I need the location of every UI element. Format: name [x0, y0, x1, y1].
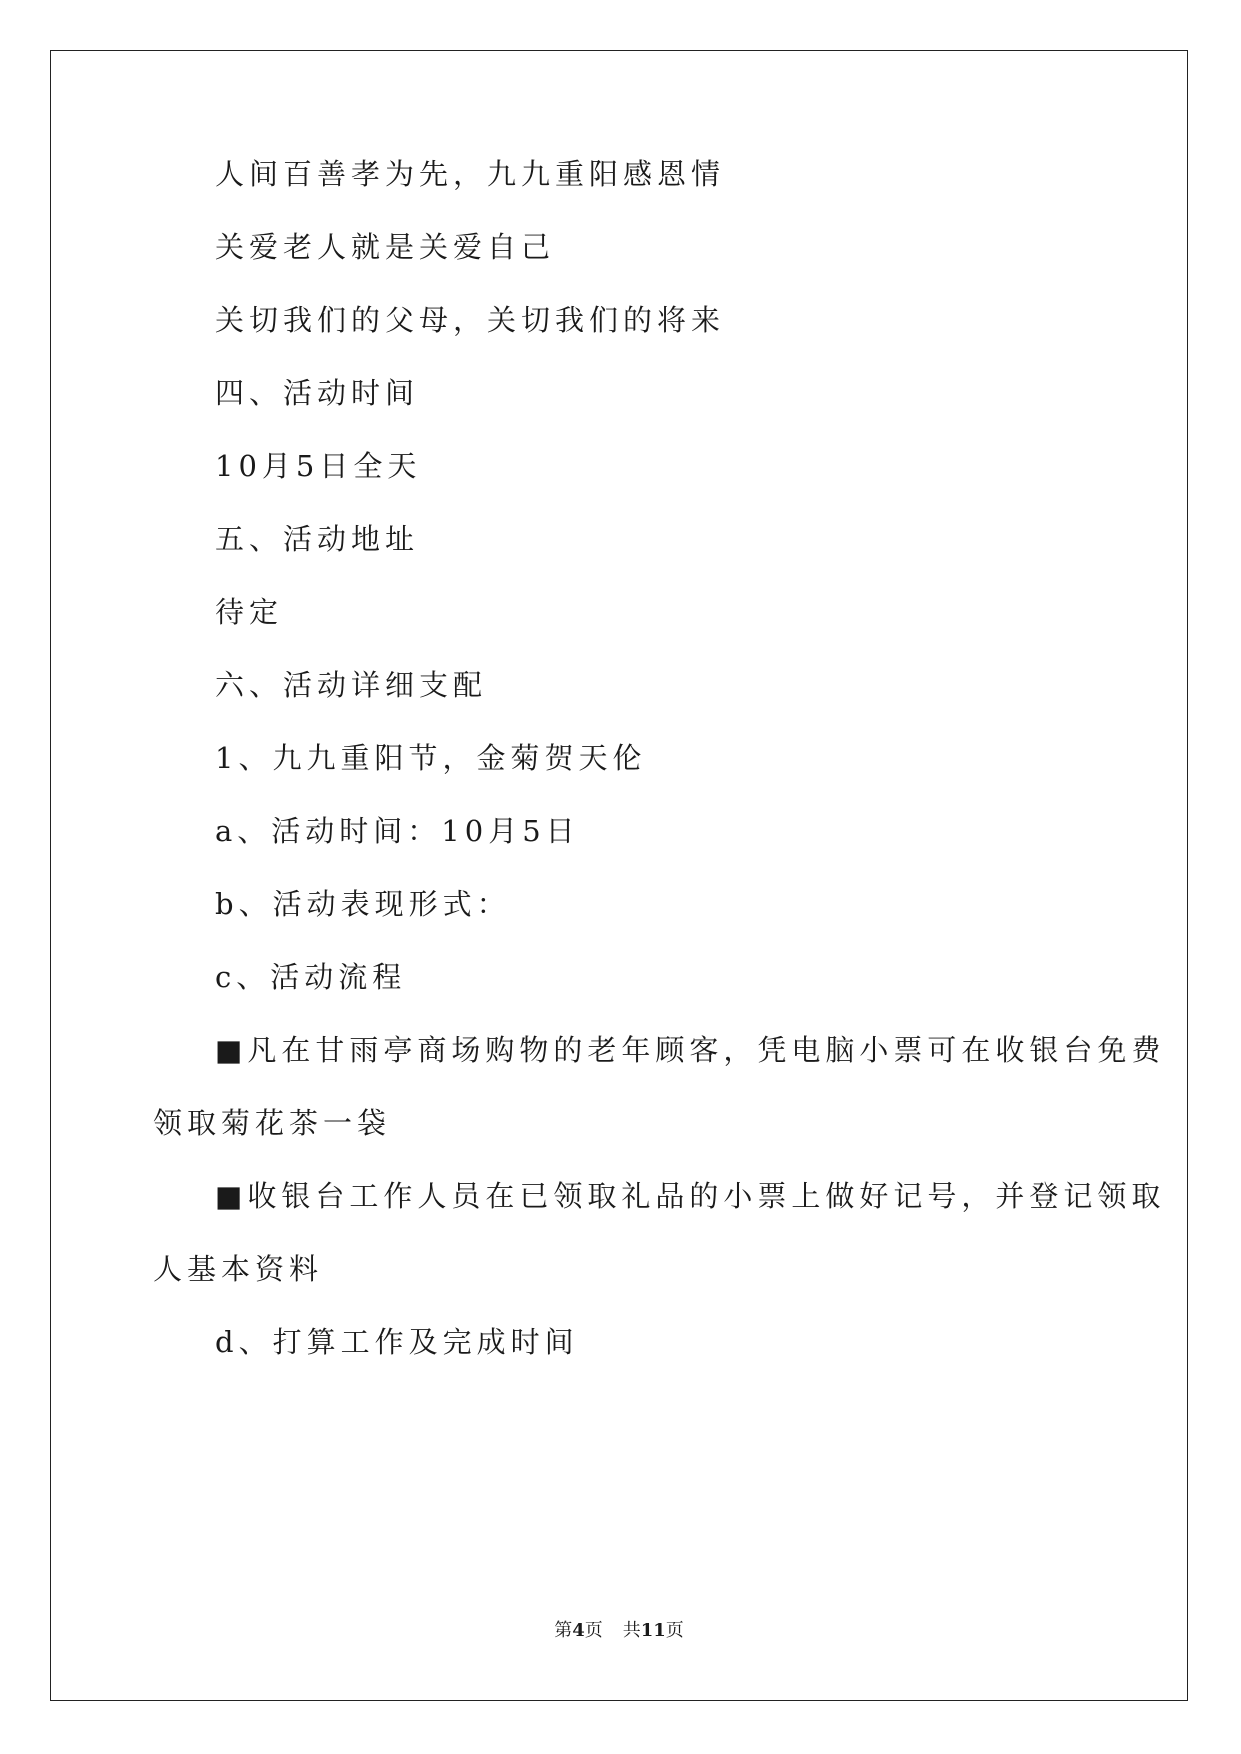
text-line: a、活动时间：10月5日	[215, 814, 580, 848]
page-suffix: 页	[584, 1620, 603, 1641]
total-prefix: 共	[622, 1620, 641, 1641]
text-line: b、活动表现形式：	[215, 887, 511, 921]
text-line: ■凡在甘雨亭商场购物的老年顾客，凭电脑小票可在收银台免费	[215, 1033, 1166, 1067]
page-footer	[51, 1619, 1187, 1643]
text-line: 关爱老人就是关爱自己	[215, 230, 556, 264]
page-frame	[50, 50, 1188, 1701]
text-line: 领取菊花茶一袋	[153, 1106, 392, 1140]
text-line: 关切我们的父母，关切我们的将来	[215, 303, 726, 337]
text-line: 人间百善孝为先，九九重阳感恩情	[215, 157, 726, 191]
section-heading: 四、活动时间	[215, 376, 420, 410]
total-pages: 11	[640, 1620, 666, 1641]
section-heading: 六、活动详细支配	[215, 668, 488, 702]
text-line: 待定	[215, 595, 284, 629]
text-line: 人基本资料	[153, 1252, 324, 1286]
page-prefix: 第	[554, 1620, 573, 1641]
text-line: c、活动流程	[215, 960, 407, 994]
page-number: 4	[572, 1620, 585, 1641]
text-line: d、打算工作及完成时间	[215, 1325, 579, 1359]
document-body	[51, 51, 1187, 1700]
section-heading: 五、活动地址	[215, 522, 420, 556]
text-line: 10月5日全天	[215, 449, 422, 483]
total-suffix: 页	[665, 1620, 684, 1641]
text-line: ■收银台工作人员在已领取礼品的小票上做好记号，并登记领取	[215, 1179, 1166, 1213]
text-line: 1、九九重阳节，金菊贺天伦	[215, 741, 647, 775]
